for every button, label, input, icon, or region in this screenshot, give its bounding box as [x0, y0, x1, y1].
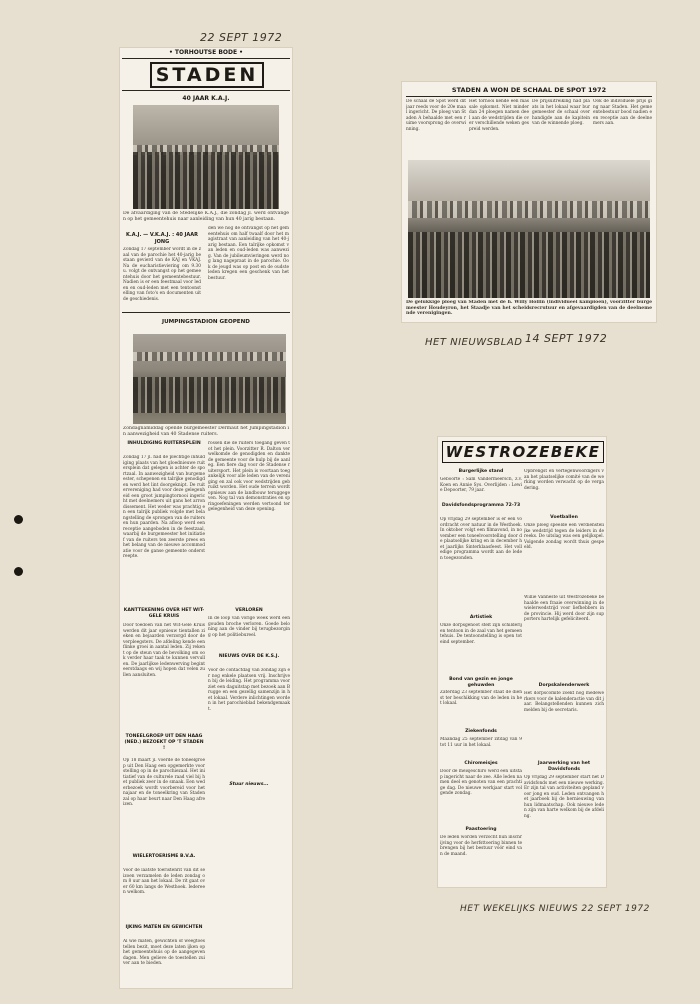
section-heading: Bond van gezin en jonge gehuwden: [449, 677, 513, 688]
article-body: rossen die de ruiters toegang geven tot het plein. Voorzitter R. Dalton verwelkomde de genodigden en dankte de gemeente voor de hulp bij de aanleg. Een fiere dag voor de Stadense ruitersport. Het plein is voortaan toegankelijk voor alle leden van de vereniging en zal ook voor wedstrijden gebruikt worden. Het oude terrein wordt opnieuw aan de landbouw teruggegeven. Nog tal van demonstraties en springoefeningen werden vertoond ter gelegenheid van deze opening.: [208, 441, 290, 512]
section-heading: VERLOREN: [235, 608, 263, 613]
divider: [122, 58, 290, 59]
divider: [122, 312, 290, 313]
article-body: den we nog de ontvangst op het gemeentehuis om half twaalf door het magistraat van aanleiding van het 40-jarig bestaan. Een talrijke opkomst van leden en oud-leden was aanwezig. Van de jubileumvieringen werd nog lang nagepraat in de parochie. Ook de jeugd was op post en de oudste leden kregen een geschenk van het bestuur.: [208, 226, 289, 281]
photo-caption: De afvaardiging van de Stedelijke K.A.J., die zondag jl. werd ontvangen op het gemeentehuis naar aanleiding van hun 40 jarig bestaan.: [123, 211, 289, 222]
article-body: Opbrengst en vertegenwoordigers van het plaatselijke comité van de werking worden verwacht op de vergadering.: [524, 469, 604, 491]
section-heading: Jaarwerking van het Davidsfonds: [537, 761, 591, 772]
divider: [122, 90, 290, 91]
article-body: Zaterdag 23 september staat de dienst ter beschikking van de leden in het lokaal.: [440, 690, 522, 706]
section-heading: Dorpskalenderwerk: [538, 683, 590, 688]
article-body: Voor de laatste toeristenrit van dit seizoen verzamelen de leden zondag om 8 uur aan het lokaal. De rit gaat over 60 km langs de Westhoek. Iedereen welkom.: [123, 868, 205, 895]
article-body: Door toedoen van het Wit-Gele Kruis werden dit jaar opnieuw tientallen zieken en bejaarden verzorgd door de verpleegsters. De afdeling kende een flinke groei in aantal leden. Zij rekent op de steun van de bevolking om ook verder haar taak te kunnen vervullen. De jaarlijkse ledenwerving begint eerstdaags en wij hopen dat velen zullen aansluiten.: [123, 623, 205, 678]
photo-title: JUMPINGSTADION GEOPEND: [162, 319, 250, 325]
section-heading: Davidsfondsprogramma 72-73: [441, 503, 521, 508]
clipping-westrozebeke: [438, 437, 606, 887]
article-body: De prijsuitreiking had plaats in het lokaal waar burgemeester de schaal overhandigde aan de kapitein van de winnende ploeg.: [532, 99, 590, 126]
section-heading: TONEELGROEP UIT DEN HAAG (NED.) BEZOEKT OP 'T STADEN !: [124, 734, 204, 751]
article-body: De leden worden verzocht hun inschrijving voor de herfsttoering binnen te brengen bij het bestuur vóór eind van de maand.: [440, 835, 522, 857]
section-heading: IJKING MATEN EN GEWICHTEN: [125, 925, 203, 930]
article-body: De schaal de Spot werd dit jaar reeds voor de 20e maal ingericht. De ploeg van Staden A behaalde met een ruime voorsprong de overwinning.: [406, 99, 466, 132]
section-heading: KANTTEKENING OVER HET WIT-GELE KRUIS: [123, 608, 205, 619]
article-body: In de loop van vorige week werd een gouden broche verloren. Goede beloning aan de vinder bij terugbezorging op het politiebureel.: [208, 616, 290, 638]
clipping-staden: [120, 48, 292, 988]
article-body: Op 18 maart jl. voerde de toneelgroep uit Den Haag een opgemerkte voorstelling op in de parochiezaal. Het initiatief van de culturele raad viel bij het publiek zeer in de smaak. Een wederbezoek wordt voorbereid voor het najaar en de toneelkring van Staden zal op haar beurt naar Den Haag afreizen.: [123, 758, 205, 807]
handwritten-date: 22 SEPT 1972: [200, 31, 283, 44]
page-title: WESTROZEBEKE: [442, 441, 604, 463]
divider: [406, 96, 652, 97]
section-heading: NIEUWS OVER DE K.S.J.: [218, 654, 280, 659]
article-body: Geboorte : Sam Vandermeersch, z.v. Koen en Annie Sys. Overlijden : Lewie Depoorter, 79 jaar.: [440, 477, 522, 493]
section-heading: WIELERTOERISME B.V.A.: [132, 854, 196, 859]
article-body: Ook de individuele prijs ging naar Staden. Het gemeentebestuur bood nadien een receptie aan de deelnemers aan.: [593, 99, 652, 126]
photo-caption: De gelukkige ploeg van Staden met de h. Willy Hollin (individueel kampioen), voorzitter burgemeester Houdeyron, het Staadje van het scheidsrecrutuur en afgevaardigden van de deelnemende verenigingen.: [406, 300, 652, 316]
article-body: Zondag 17 september wordt in de zaal van de parochie het 40-jarig bestaan gevierd van de KAJ en VKAJ. Na de eucharistieviering om 9.30 u. volgt de ontvangst op het gemeentehuis door het gemeentebestuur. Nadien is er een feestmaal voor leden en oud-leden met een tentoonstelling van foto's en documenten uit de geschiedenis.: [123, 247, 201, 302]
section-heading: Artistiek: [469, 615, 493, 620]
article-heading: K.A.J. — V.K.A.J. : 40 JAAR JONG: [125, 232, 199, 245]
group-photo-kaj: [133, 105, 279, 209]
article-body: Maandag 25 september zitdag van 9 tot 11 uur in het lokaal.: [440, 737, 522, 748]
clipping-schaal-de-spot: [402, 82, 656, 322]
article-body: Het tornooi kende een massale opkomst. Niet minder dan 24 ploegen namen deel aan de wedstrijden die over verschillende weken gespreid werden.: [469, 99, 529, 132]
punch-hole-bottom: [14, 567, 23, 576]
handwritten-date: 14 SEPT 1972: [525, 332, 608, 345]
handwritten-source: HET NIEUWSBLAD: [425, 337, 523, 348]
section-heading: Chiromeisjes: [464, 761, 498, 766]
section-heading: Ziekenfonds: [465, 729, 497, 734]
article-body: Door de meisjeschiro werd een uitstap ingericht naar de zee. Alle leden namen deel en genoten van een prachtige dag. De nieuwe werkjaar start volgende zondag.: [440, 769, 522, 796]
page-title: STADEN: [150, 62, 264, 88]
horse-riders-photo: [133, 334, 286, 424]
article-body: Voor de contactdag van zondag zijn er nog enkele plaatsen vrij. Inschrijven bij de leiding. Het programma voorziet een daguitstap met bezoek aan Brugge en een gezellig samenzijn in het lokaal. Verdere inlichtingen worden in het parochieblad bekendgemaakt.: [208, 668, 290, 712]
article-body: Het dorpscomité zoekt nog medewerkers voor de kalenderactie van dit jaar. Belangstellenden kunnen zich melden bij de secretaris.: [524, 691, 604, 713]
article-body: Zondag 17 jl. had de plechtige inhuldiging plaats van het gloednieuwe ruitersplein dat gelegen is achter de sportzaal. In aanwezigheid van burgemeester, schepenen en talrijke genodigden werd het lint doorgeknipt. De ruitervereniging had voor deze gelegenheid een groot jumpingtornooi ingericht met deelnemers uit gans het arrondissement. Het weder was prachtig en een talrijk publiek volgde met belangstelling de sprongen van de ruiters en hun paarden. Na afloop werd een receptie aangeboden in de feestzaal, waarbij de burgemeester het initiatief van de ruiters ten zeerste prees en het belang van de nieuwe accommodatie voor de ganse gemeente onderstreepte.: [123, 455, 205, 559]
stuur-nieuws-label: Stuur nieuws...: [229, 782, 269, 787]
section-heading: Voetballen: [550, 515, 578, 520]
article-body: Onze ploeg speelde een verdienstelijke wedstrijd tegen de leiders in de reeks. De uitslag was een gelijkspel. Volgende zondag wordt thuis gespeeld.: [524, 523, 604, 550]
section-heading: Burgerlijke stand: [458, 469, 504, 474]
article-body: Onze dorpsgenoot stelt zijn schilderijen tentoon in de zaal van het gemeentehuis. De tentoonstelling is open tot eind september.: [440, 623, 522, 645]
section-heading: INHULDIGING RUITERSPLEIN: [127, 441, 201, 446]
article-body: Op vrijdag 29 september start het Davidsfonds met een nieuwe werking. Er zijn tal van activiteiten gepland voor jong en oud. Leden ontvangen het jaarboek bij de hernieuwing van hun lidmaatschap. Ook nieuwe leden zijn van harte welkom bij de afdeling.: [524, 775, 604, 819]
section-heading: Paastoering: [465, 827, 497, 832]
punch-hole-top: [14, 515, 23, 524]
article-body: Al wie maten, gewichten of weegtoestellen bezit, moet deze laten ijken op het gemeentehuis op de aangegeven dagen. Men gelieve de toestellen zuiver aan te bieden.: [123, 939, 205, 966]
article-body: Willie Vanneste uit Westrozebeke behaalde een fraaie overwinning in de wielerwedstrijd voor liefhebbers in de provincie. Hij werd door zijn supporters hartelijk gefeliciteerd.: [524, 595, 604, 622]
masthead: • TORHOUTSE BODE •: [168, 49, 243, 56]
handwritten-source: HET WEKELIJKS NIEUWS 22 SEPT 1972: [460, 904, 650, 914]
headline: STADEN A WON DE SCHAAL DE SPOT 1972: [451, 86, 607, 94]
team-photo: [408, 160, 650, 298]
photo-title: 40 JAAR K.A.J.: [182, 95, 230, 102]
photo-caption: Zondagnamiddag opende burgemeester Dermaut het Jumpingstadion in aanwezigheid van 40 Stadense ruiters.: [123, 426, 289, 437]
article-body: Op vrijdag 29 september is er een voordracht over natuur in de Westhoek. In oktober volgt een filmavond, in november een toneelvoorstelling door de plaatselijke kring en in december het jaarlijks Sinterklaasfeest. Het volledige programma wordt aan de leden toegezonden.: [440, 517, 522, 561]
